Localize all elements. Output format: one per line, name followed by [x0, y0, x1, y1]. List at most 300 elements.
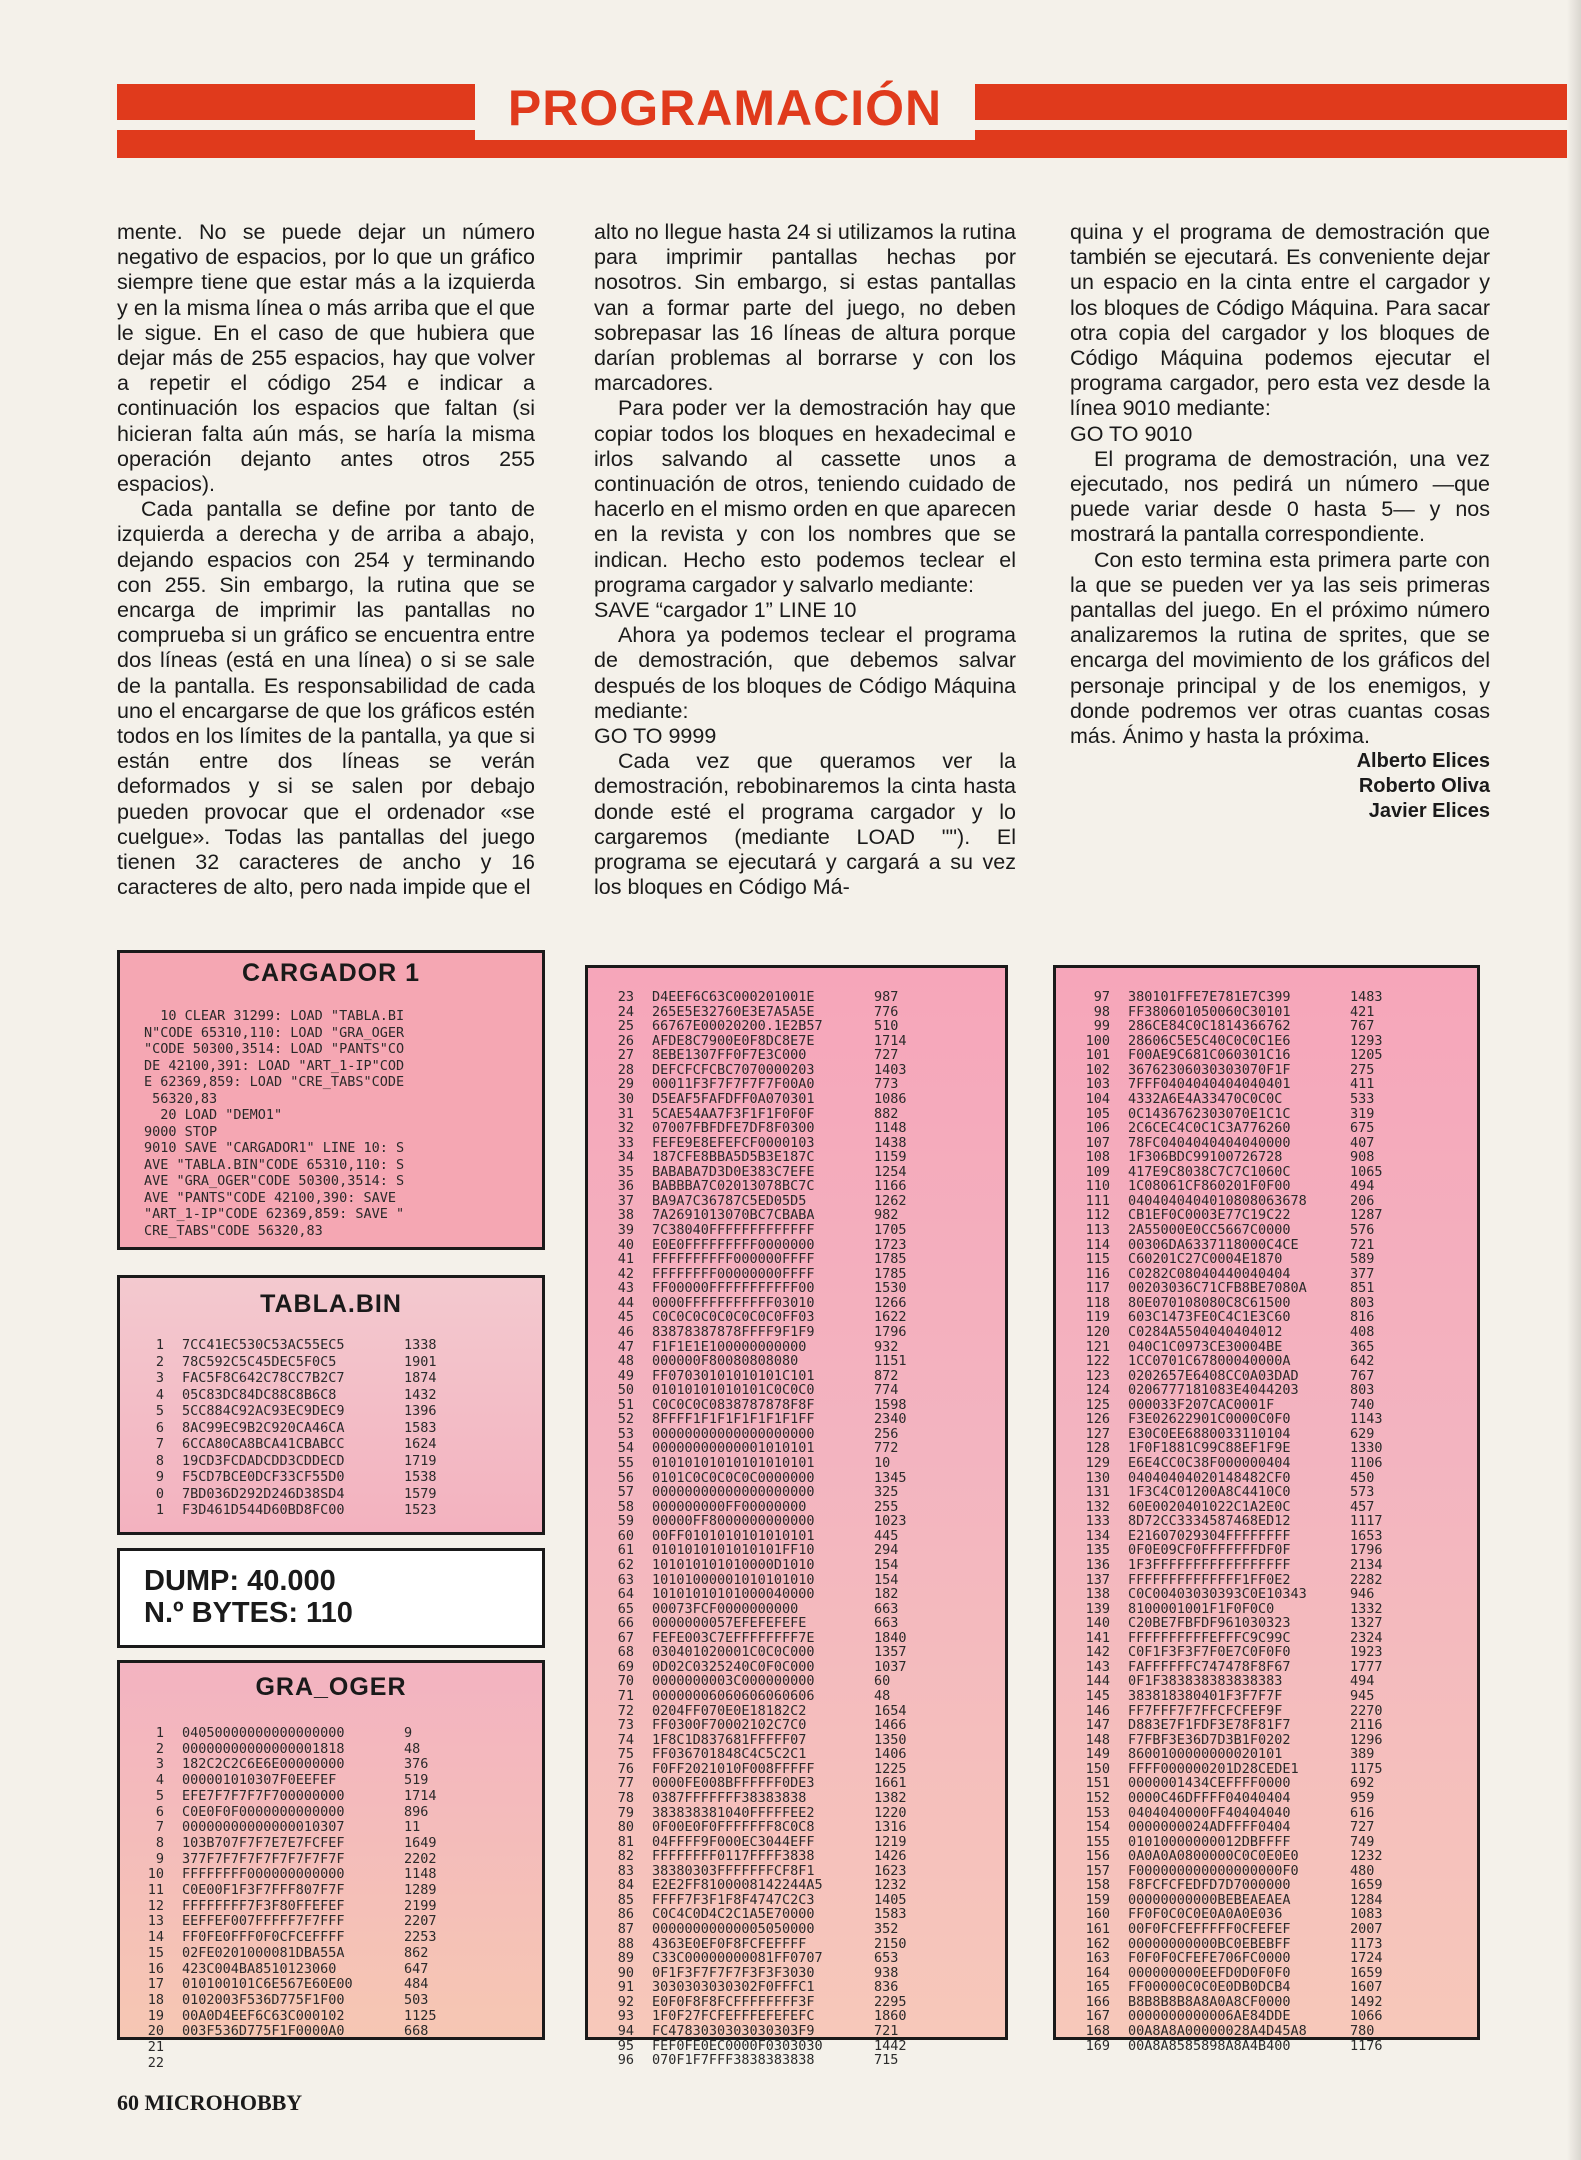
basic-line: 10 CLEAR 31299: LOAD "TABLA.BI [144, 1008, 405, 1024]
hex-data: 000000000EEFD0D0F0F0 [1128, 1965, 1291, 1981]
line-number: 1 [155, 1337, 164, 1353]
hex-row [1080, 1587, 1477, 1602]
line-number: 4 [155, 1386, 164, 1403]
hex-row [1080, 1310, 1477, 1325]
line-number: 135 [1085, 1542, 1110, 1559]
line-number: 69 [617, 1658, 634, 1675]
checksum: 1106 [1350, 1455, 1383, 1471]
hex-row [612, 1718, 1005, 1733]
hex-data: 60E0020401022C1A2E0C [1128, 1499, 1291, 1515]
hex-row [1080, 1296, 1477, 1311]
checksum: 1840 [874, 1629, 907, 1646]
hex-data: F7FBF3E36D7D3B1F0202 [1128, 1732, 1291, 1748]
checksum: 851 [1350, 1280, 1375, 1297]
hex-row [1080, 1660, 1477, 1675]
hex-data: 00A8A8A00000028A4D45A8 [1128, 2023, 1307, 2039]
checksum: 1175 [1350, 1760, 1383, 1777]
hex-row [612, 1296, 1005, 1311]
checksum: 2007 [1350, 1921, 1383, 1937]
hex-data [182, 2056, 390, 2072]
hex-row [612, 1747, 1005, 1762]
hex-row [612, 1325, 1005, 1340]
hex-data: 8D72CC3334587468ED12 [1128, 1514, 1291, 1529]
line-number: 104 [1085, 1090, 1110, 1107]
checksum: 519 [404, 1772, 429, 1789]
checksum: 2150 [874, 1935, 907, 1952]
line-number: 153 [1085, 1804, 1110, 1821]
article-column-2 [594, 220, 1016, 900]
hex-row [612, 1631, 1005, 1646]
hex-data: FF7FFF7F7FFCFCFEF9F [1128, 1703, 1283, 1719]
line-number: 140 [1085, 1615, 1110, 1632]
checksum: 319 [1350, 1105, 1375, 1122]
line-number: 78 [617, 1789, 634, 1806]
line-number: 134 [1085, 1527, 1110, 1544]
hex-data: C0E0F0F0000000000000 [182, 1804, 345, 1820]
basic-line: AVE "TABLA.BIN"CODE 65310,110: S [144, 1156, 405, 1173]
hex-row [1080, 1179, 1477, 1194]
hex-data: FFFF000000201D28CEDE1 [1128, 1761, 1299, 1777]
hex-row [1080, 1791, 1477, 1806]
hex-data: 0000000003C000000000 [652, 1674, 815, 1689]
checksum: 1714 [874, 1032, 907, 1049]
line-number: 107 [1085, 1134, 1110, 1151]
hex-data: FFFFFFFFFF000000FFFF [652, 1252, 815, 1267]
hex-data: F000000000000000000F0 [1128, 1863, 1299, 1879]
hex-data: 0101C0C0C0C0C0000000 [652, 1470, 815, 1486]
checksum: 1426 [874, 1848, 907, 1865]
line-number: 1 [155, 1725, 164, 1741]
hex-row [1080, 2039, 1477, 2054]
checksum: 1874 [404, 1370, 437, 1386]
line-number: 85 [617, 1891, 634, 1908]
hex-row [612, 990, 1005, 1005]
hex-row [612, 1878, 1005, 1893]
line-number: 138 [1085, 1586, 1110, 1603]
hex-data: F3E02622901C0000C0F0 [1128, 1412, 1291, 1427]
hex-data: 1F0F27FCFEFFFEFEFEFC [652, 2009, 815, 2024]
hex-row [142, 1852, 542, 1868]
hex-data: 000000000FF00000000 [652, 1499, 807, 1515]
line-number: 96 [617, 2052, 634, 2069]
checksum: 1254 [874, 1163, 907, 1180]
hex-data: 0000000000006AE84DDE [1128, 2009, 1291, 2024]
hex-row [1080, 2009, 1477, 2024]
hex-data: 19CD3FCDADCDD3CDDECD [182, 1452, 345, 1469]
basic-line: "CODE 50300,3514: LOAD "PANTS"CO [144, 1041, 405, 1057]
hex-row [612, 1165, 1005, 1180]
author-name: Roberto Oliva [1358, 775, 1490, 798]
checksum: 206 [1350, 1192, 1375, 1209]
line-number: 101 [1085, 1047, 1110, 1064]
checksum: 1796 [1350, 1542, 1383, 1559]
checksum: 1148 [874, 1120, 907, 1137]
checksum: 1350 [874, 1731, 907, 1748]
hex-row [612, 1456, 1005, 1471]
hex-row [612, 1704, 1005, 1719]
hex-data: 103B707F7F7E7E7FCFEF [182, 1835, 345, 1851]
checksum: 727 [874, 1047, 899, 1064]
hex-row [142, 2056, 542, 2072]
checksum: 1293 [1350, 1032, 1383, 1049]
gra-oger-box [117, 1660, 545, 2071]
hex-data: FF0FE0FFF0F0CFCEFFFF [182, 1930, 345, 1946]
checksum: 932 [874, 1338, 899, 1355]
checksum: 773 [874, 1076, 899, 1093]
hex-data: 000000F80080808080 [652, 1354, 799, 1369]
hex-row [1080, 1238, 1477, 1253]
line-number: 19 [147, 2007, 164, 2024]
line-number: 142 [1085, 1644, 1110, 1661]
line-number: 121 [1085, 1338, 1110, 1355]
checksum: 2295 [874, 1993, 907, 2010]
hex-row [142, 1436, 542, 1453]
hex-data: 0000000057EFEFEFEFE [652, 1616, 807, 1631]
hex-row [1080, 1602, 1477, 1617]
hex-data: 182C2C2C6E6E00000000 [182, 1757, 345, 1773]
hex-row [142, 1946, 542, 1962]
hex-row [1080, 1034, 1477, 1049]
checksum: 938 [874, 1964, 899, 1981]
hex-row [142, 1387, 542, 1404]
line-number: 43 [617, 1280, 634, 1297]
hex-row [1080, 1616, 1477, 1631]
checksum: 959 [1350, 1789, 1375, 1806]
line-number: 82 [617, 1848, 634, 1865]
line-number: 91 [617, 1979, 634, 1996]
hex-row [1080, 1325, 1477, 1340]
checksum: 1266 [874, 1294, 907, 1311]
hex-data: E30C0EE6880033110104 [1128, 1426, 1291, 1442]
checksum: 411 [1350, 1076, 1375, 1093]
hex-row [612, 1354, 1005, 1369]
line-number: 130 [1085, 1469, 1110, 1486]
checksum: 1583 [404, 1419, 437, 1436]
line-number: 22 [147, 2054, 164, 2071]
hex-data: 070F1F7FFF3838383838 [652, 2053, 815, 2068]
hex-data: C0E00F1F3F7FFF807F7F [182, 1883, 345, 1899]
line-number: 122 [1085, 1353, 1110, 1370]
article-paragraph: El programa de demostración, una vez ejecutado, nos pedirá un número —que puede variar desde 0 hasta 5— y nos mostrará la pantalla correspondiente. [1070, 446, 1490, 547]
line-number: 77 [617, 1775, 634, 1792]
checksum: 154 [874, 1556, 899, 1573]
hex-data: 0A0A0A0800000C0C0E0E0 [1128, 1849, 1299, 1864]
checksum: 573 [1350, 1484, 1375, 1501]
hex-row [1080, 1077, 1477, 1092]
hex-row [612, 1267, 1005, 1282]
hex-data: 8FFFF1F1F1F1F1F1F1FF [652, 1412, 815, 1427]
line-number: 100 [1085, 1032, 1110, 1049]
hex-row [1080, 1878, 1477, 1893]
line-number: 160 [1085, 1906, 1110, 1923]
checksum: 1220 [874, 1804, 907, 1821]
hex-row [1080, 1063, 1477, 1078]
hex-data: FFFFFFFFFFEFFFC9C99C [1128, 1630, 1291, 1646]
hex-data: 7BD036D292D246D38SD4 [182, 1485, 345, 1502]
line-number: 28 [617, 1061, 634, 1078]
line-number: 26 [617, 1032, 634, 1049]
checksum: 1659 [1350, 1964, 1383, 1981]
line-number: 27 [617, 1047, 634, 1064]
hex-data: F8FCFCFEDFD7D7000000 [1128, 1878, 1291, 1893]
line-number: 119 [1085, 1309, 1110, 1326]
checksum: 407 [1350, 1134, 1375, 1151]
line-number: 37 [617, 1192, 634, 1209]
line-number: 103 [1085, 1076, 1110, 1093]
hex-row [1080, 1529, 1477, 1544]
line-number: 117 [1085, 1280, 1110, 1297]
line-number: 164 [1085, 1964, 1110, 1981]
checksum: 576 [1350, 1222, 1375, 1238]
line-number: 31 [617, 1105, 634, 1122]
hex-data: 423C004BA8510123060 [182, 1961, 337, 1977]
checksum: 1284 [1350, 1891, 1383, 1908]
line-number: 10 [147, 1866, 164, 1883]
checksum: 1538 [404, 1469, 437, 1485]
line-number: 52 [617, 1411, 634, 1428]
line-number: 86 [617, 1906, 634, 1923]
hex-right-rows [1056, 968, 1477, 2053]
checksum: 9 [404, 1725, 413, 1741]
checksum: 182 [874, 1586, 899, 1603]
hex-data: 5CC884C92AC93EC9DEC9 [182, 1403, 345, 1419]
hex-data: FFFF7F3F1F8F4747C2C3 [652, 1892, 815, 1908]
line-number: 136 [1085, 1556, 1110, 1573]
hex-row [1080, 1092, 1477, 1107]
checksum: 1151 [874, 1353, 907, 1370]
checksum: 1654 [874, 1702, 907, 1719]
hex-row [612, 1107, 1005, 1122]
checksum: 1714 [404, 1787, 437, 1804]
hex-row [612, 1136, 1005, 1151]
line-number: 36 [617, 1178, 634, 1195]
line-number: 3 [155, 1756, 164, 1773]
hex-row [142, 1836, 542, 1852]
author-list [1070, 749, 1490, 824]
line-number: 67 [617, 1629, 634, 1646]
hex-data: 00306DA6337118000C4CE [1128, 1237, 1299, 1253]
hex-data: D5EAF5FAFDFF0A070301 [652, 1091, 815, 1107]
checksum: 896 [404, 1803, 429, 1820]
checksum: 1205 [1350, 1047, 1383, 1064]
code-command: GO TO 9010 [1070, 421, 1193, 446]
hex-data: 0102003F536D775F1F00 [182, 1992, 345, 2008]
line-number: 49 [617, 1367, 634, 1384]
line-number: 12 [147, 1897, 164, 1914]
line-number: 53 [617, 1425, 634, 1442]
line-number: 20 [147, 2023, 164, 2040]
line-number: 106 [1085, 1120, 1110, 1137]
hex-row [612, 1340, 1005, 1355]
hex-data: 01010101010101C0C0C0 [652, 1383, 815, 1398]
line-number: 108 [1085, 1149, 1110, 1166]
line-number: 42 [617, 1265, 634, 1282]
line-number: 35 [617, 1163, 634, 1180]
hex-data: 0202657E6408CC0A03DAD [1128, 1368, 1299, 1384]
checksum: 1901 [404, 1353, 437, 1370]
hex-data: 28606C5E5C40C0C0C1E6 [1128, 1033, 1291, 1049]
checksum: 692 [1350, 1775, 1375, 1792]
checksum: 1723 [874, 1236, 907, 1253]
hex-row [612, 1485, 1005, 1500]
checksum: 946 [1350, 1586, 1375, 1603]
checksum: 255 [874, 1498, 899, 1515]
gra-oger-listing [120, 1702, 542, 2071]
checksum: 365 [1350, 1338, 1375, 1355]
line-number: 2 [155, 1740, 164, 1757]
checksum: 721 [1350, 1236, 1375, 1253]
hex-row [1080, 1121, 1477, 1136]
checksum: 1406 [874, 1746, 907, 1763]
basic-line: 9010 SAVE "CARGADOR1" LINE 10: S [144, 1140, 405, 1156]
dump-address: DUMP: 40.000 [144, 1565, 336, 1597]
basic-line: E 62369,859: LOAD "CRE_TABS"CODE [144, 1074, 405, 1090]
line-number: 59 [617, 1513, 634, 1530]
checksum: 2199 [404, 1897, 437, 1914]
checksum: 774 [874, 1382, 899, 1399]
hex-row [142, 1899, 542, 1915]
hex-row [142, 1757, 542, 1773]
line-number: 166 [1085, 1993, 1110, 2010]
basic-line: 20 LOAD "DEMO1" [144, 1107, 283, 1123]
checksum: 653 [874, 1950, 899, 1967]
line-number: 95 [617, 2037, 634, 2054]
line-number: 146 [1085, 1702, 1110, 1719]
line-number: 76 [617, 1760, 634, 1777]
line-number: 18 [147, 1991, 164, 2008]
checksum: 721 [874, 2022, 899, 2039]
hex-data [182, 2040, 390, 2056]
hex-data: 0000001434CEFFFF0000 [1128, 1776, 1291, 1791]
hex-row [1080, 1893, 1477, 1908]
line-number: 29 [617, 1076, 634, 1093]
line-number: 98 [1093, 1003, 1110, 1020]
hex-row [1080, 1543, 1477, 1558]
line-number: 65 [617, 1600, 634, 1617]
hex-data: 05C83DC84DC88C8B6C8 [182, 1386, 337, 1403]
hex-data: 1F8C1D837681FFFFF07 [652, 1732, 807, 1748]
checksum: 1219 [874, 1833, 907, 1850]
hex-data: 0F1F3F7F7F7F3F3F3030 [652, 1965, 815, 1981]
hex-row [612, 1383, 1005, 1398]
checksum: 1785 [874, 1265, 907, 1282]
line-number: 92 [617, 1993, 634, 2010]
hex-row [612, 1791, 1005, 1806]
checksum: 816 [1350, 1309, 1375, 1326]
line-number: 30 [617, 1090, 634, 1107]
hex-row [1080, 1718, 1477, 1733]
line-number: 62 [617, 1556, 634, 1573]
hex-data: BABABA7D3D0E383C7EFE [652, 1164, 815, 1180]
line-number: 83 [617, 1862, 634, 1879]
checksum: 945 [1350, 1688, 1375, 1704]
hex-row [612, 1922, 1005, 1937]
checksum: 2202 [404, 1850, 437, 1867]
checksum: 629 [1350, 1425, 1375, 1442]
line-number: 13 [147, 1913, 164, 1930]
line-number: 113 [1085, 1222, 1110, 1238]
hex-row [142, 1453, 542, 1470]
hex-data: 36762306030303070F1F [1128, 1062, 1291, 1078]
hex-data: 00000000000000001818 [182, 1741, 345, 1757]
checksum: 494 [1350, 1673, 1375, 1690]
hex-middle-rows [588, 968, 1005, 2068]
checksum: 480 [1350, 1862, 1375, 1879]
checksum: 647 [404, 1960, 429, 1977]
line-number: 15 [147, 1944, 164, 1961]
checksum: 642 [1350, 1353, 1375, 1370]
hex-row [1080, 1762, 1477, 1777]
line-number: 94 [617, 2022, 634, 2039]
checksum: 715 [874, 2052, 899, 2069]
hex-data: FF00000FFFFFFFFFFF00 [652, 1281, 815, 1296]
checksum: 882 [874, 1105, 899, 1122]
article-column-1 [117, 220, 535, 900]
line-number: 64 [617, 1586, 634, 1603]
hex-data: 04050000000000000000 [182, 1726, 345, 1741]
line-number: 118 [1085, 1294, 1110, 1311]
hex-row [1080, 1951, 1477, 1966]
hex-data: B8B8B8B8A8A0A8CF0000 [1128, 1994, 1291, 2010]
hex-data: 101010101010000D1010 [652, 1557, 815, 1573]
line-number: 60 [617, 1527, 634, 1544]
hex-row [1080, 990, 1477, 1005]
line-number: 32 [617, 1120, 634, 1137]
checksum: 1345 [874, 1469, 907, 1486]
hex-row [1080, 1966, 1477, 1981]
checksum: 1661 [874, 1775, 907, 1792]
hex-row [612, 2039, 1005, 2054]
hex-row [612, 2009, 1005, 2024]
hex-row [612, 1077, 1005, 1092]
hex-data: 0C1436762303070E1C1C [1128, 1106, 1291, 1122]
line-number: 5 [155, 1787, 164, 1804]
hex-row [612, 1966, 1005, 1981]
checksum: 803 [1350, 1294, 1375, 1311]
hex-row [612, 1674, 1005, 1689]
hex-row [1080, 1194, 1477, 1209]
checksum: 154 [874, 1571, 899, 1588]
hex-data: 0F0E09CF0FFFFFFFDF0F [1128, 1543, 1291, 1558]
hex-row [1080, 1631, 1477, 1646]
line-number: 33 [617, 1134, 634, 1151]
line-number: 63 [617, 1571, 634, 1588]
hex-data: C60201C27C0004E1870 [1128, 1252, 1283, 1267]
checksum: 352 [874, 1921, 899, 1937]
line-number: 14 [147, 1929, 164, 1946]
checksum: 1287 [1350, 1207, 1383, 1224]
checksum: 803 [1350, 1382, 1375, 1399]
line-number: 8 [155, 1834, 164, 1851]
checksum: 982 [874, 1207, 899, 1224]
hex-row [142, 1930, 542, 1946]
checksum: 48 [404, 1740, 421, 1757]
hex-data: AFDE8C7900E0F8DC8E7E [652, 1033, 815, 1049]
hex-row [612, 1208, 1005, 1223]
hex-row [612, 1835, 1005, 1850]
hex-listing-right [1053, 965, 1480, 2054]
hex-row [142, 1867, 542, 1883]
line-number: 70 [617, 1673, 634, 1690]
hex-data: 00FF0101010101010101 [652, 1528, 815, 1544]
hex-row [1080, 1980, 1477, 1995]
hex-data: 78FC0404040404040000 [1128, 1135, 1291, 1151]
hex-row [1080, 1674, 1477, 1689]
hex-row [612, 1252, 1005, 1267]
checksum: 325 [874, 1484, 899, 1501]
line-number: 38 [617, 1207, 634, 1224]
hex-row [612, 1514, 1005, 1529]
